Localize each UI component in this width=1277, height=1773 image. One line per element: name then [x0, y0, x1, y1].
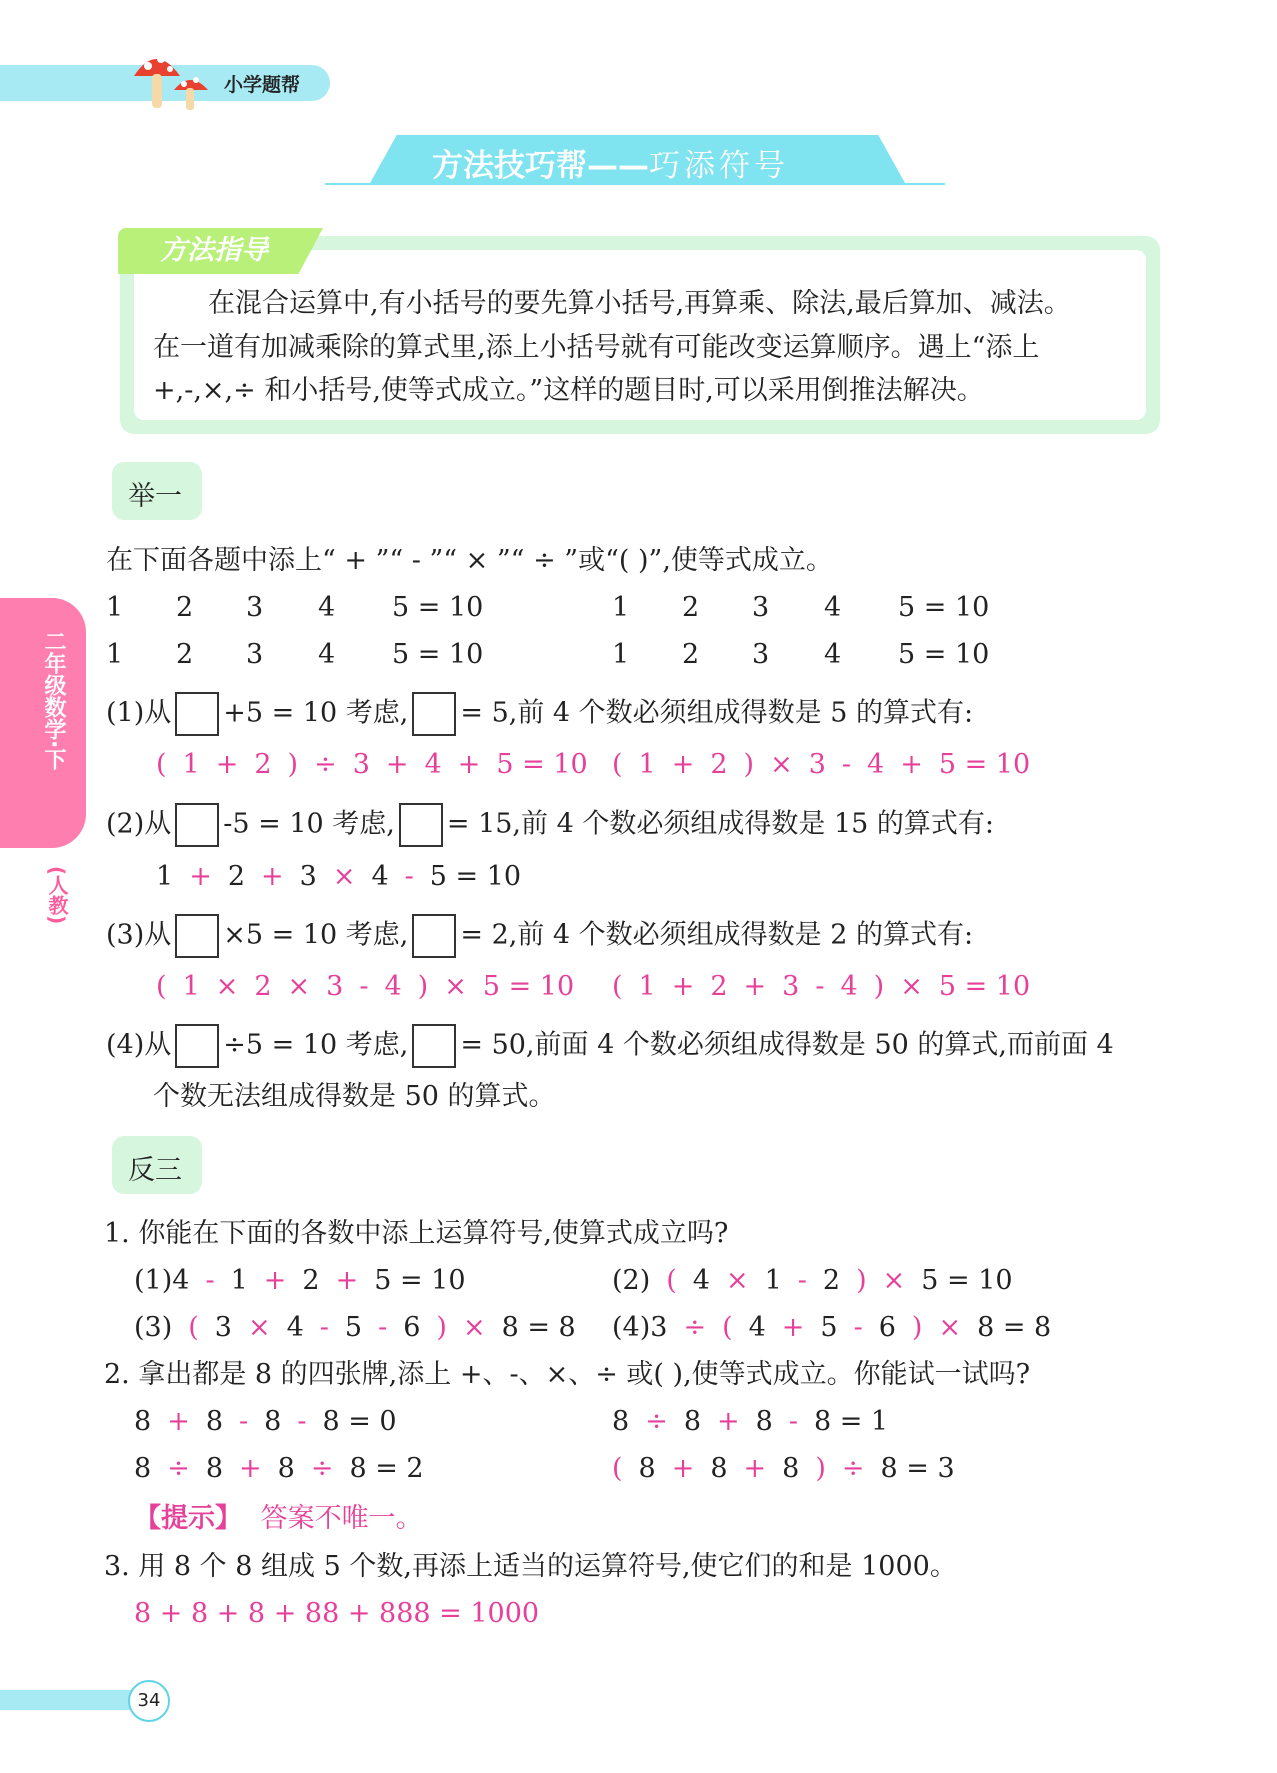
number-token: 6: [403, 1312, 421, 1343]
number-token: 2: [254, 749, 272, 780]
number-token: (4)3: [612, 1312, 668, 1343]
operator-token: -: [815, 971, 825, 1002]
operator-token: ): [417, 971, 429, 1002]
number-token: 8: [710, 1453, 728, 1484]
q2-row: [612, 1405, 904, 1439]
operator-token: +: [263, 1265, 287, 1296]
number-token: 8: [264, 1406, 282, 1437]
operator-token: +: [261, 861, 284, 892]
operator-token: ÷: [841, 1453, 865, 1484]
mushroom-icon: [128, 46, 218, 116]
number-token: 3: [326, 971, 344, 1002]
operator-token: ): [856, 1265, 867, 1296]
number-token: 4: [384, 971, 402, 1002]
operator-token: ÷: [683, 1312, 707, 1343]
operator-token: ×: [247, 1312, 271, 1343]
q1-row: [612, 1311, 1067, 1345]
operator-token: +: [239, 1453, 262, 1484]
title-main: 方法技巧帮: [432, 148, 587, 184]
q2-row: [612, 1452, 971, 1486]
operator-token: ×: [444, 971, 467, 1002]
operator-token: ×: [882, 1265, 906, 1296]
operator-token: (: [156, 971, 167, 1002]
number-token: 8: [638, 1453, 656, 1484]
operator-token: -: [797, 1265, 807, 1296]
operator-token: ×: [462, 1312, 486, 1343]
number-token: 1: [156, 861, 174, 892]
operator-token: ): [911, 1312, 923, 1343]
guide-line-3: +,-,×,÷ 和小括号,使等式成立。”这样的题目时,可以采用倒推法解决。: [153, 375, 984, 406]
number-token: 8: [205, 1406, 223, 1437]
operator-token: ): [815, 1453, 826, 1484]
operator-token: +: [743, 1453, 767, 1484]
operator-token: (: [188, 1312, 199, 1343]
number-token: 3: [782, 971, 800, 1002]
blank-box[interactable]: [175, 914, 219, 958]
number-token: 8 = 8: [977, 1312, 1052, 1343]
blank-box[interactable]: [175, 1024, 219, 1068]
operator-token: -: [319, 1312, 329, 1343]
number-token: 1: [638, 971, 656, 1002]
number-token: 5 = 10: [374, 1265, 466, 1296]
operator-token: +: [900, 749, 923, 780]
number-token: 6: [878, 1312, 896, 1343]
question-3: 3. 用 8 个 8 组成 5 个数,再添上适当的运算符号,使它们的和是 1000。: [104, 1551, 957, 1582]
number-token: 5 = 10: [921, 1265, 1013, 1296]
operator-token: -: [205, 1265, 215, 1296]
operator-token: -: [788, 1406, 798, 1437]
operator-token: -: [378, 1312, 388, 1343]
operator-token: +: [457, 749, 481, 780]
operator-token: (: [612, 749, 623, 780]
blank-box[interactable]: [399, 803, 443, 847]
operator-token: +: [717, 1406, 740, 1437]
operator-token: (: [722, 1312, 733, 1343]
title-dash: ——: [587, 148, 649, 184]
operator-token: (: [612, 971, 623, 1002]
number-token: 8: [134, 1406, 152, 1437]
q2-row: [134, 1405, 413, 1439]
number-token: 5: [820, 1312, 838, 1343]
guide-tag: 方法指导: [160, 235, 268, 266]
number-token: 3: [808, 749, 826, 780]
number-token: 2: [710, 971, 728, 1002]
operator-token: ×: [900, 971, 923, 1002]
operator-token: (: [666, 1265, 677, 1296]
operator-token: ×: [770, 749, 793, 780]
practice-tag: 反三: [112, 1136, 202, 1194]
operator-token: +: [335, 1265, 359, 1296]
operator-token: ×: [215, 971, 239, 1002]
number-token: 8 = 0: [322, 1406, 397, 1437]
answer-row: [156, 860, 537, 894]
operator-token: ): [743, 749, 755, 780]
operator-token: +: [671, 1453, 695, 1484]
number-token: (2): [612, 1265, 651, 1296]
number-token: 8: [683, 1406, 701, 1437]
number-token: 8 = 8: [501, 1312, 576, 1343]
number-token: 2: [254, 971, 272, 1002]
operator-token: ×: [332, 861, 356, 892]
q2-row: [134, 1452, 440, 1486]
number-token: 1: [764, 1265, 782, 1296]
operator-token: +: [385, 749, 409, 780]
number-token: 2: [822, 1265, 841, 1296]
number-token: 1: [638, 749, 656, 780]
operator-token: ×: [287, 971, 311, 1002]
answer-row: [156, 970, 590, 1004]
footer-band: [0, 1690, 140, 1710]
number-token: 4: [840, 971, 858, 1002]
number-token: 5 = 10: [496, 749, 588, 780]
part-3: (3)从 ×5 = 10 考虑, = 2,前 4 个数必须组成得数是 2 的算式有:: [106, 914, 973, 958]
number-token: 8: [205, 1453, 223, 1484]
number-token: 4: [748, 1312, 766, 1343]
operator-token: +: [671, 971, 695, 1002]
operator-token: +: [743, 971, 767, 1002]
operator-token: -: [841, 749, 852, 780]
number-token: 5 = 10: [482, 971, 575, 1002]
operator-token: ÷: [314, 749, 337, 780]
answer-row: [156, 748, 604, 782]
operator-token: -: [404, 861, 414, 892]
number-token: 1: [182, 971, 200, 1002]
number-token: 8: [782, 1453, 800, 1484]
hint-text: 答案不唯一。: [260, 1503, 423, 1534]
number-token: 8 = 2: [349, 1453, 424, 1484]
operator-token: ÷: [167, 1453, 190, 1484]
number-token: (3): [134, 1312, 173, 1343]
blank-box[interactable]: [412, 1024, 456, 1068]
number-token: 5 = 10: [938, 749, 1031, 780]
number-token: 8: [612, 1406, 630, 1437]
blank-box[interactable]: [412, 692, 456, 736]
number-token: 1: [230, 1265, 248, 1296]
number-token: 5 = 10: [938, 971, 1031, 1002]
operator-token: ÷: [645, 1406, 668, 1437]
operator-token: +: [167, 1406, 190, 1437]
number-token: 4: [371, 861, 389, 892]
question-2: 2. 拿出都是 8 的四张牌,添上 +、-、×、÷ 或( ),使等式成立。你能试一试吗?: [104, 1359, 1031, 1390]
number-token: 8 = 1: [813, 1406, 889, 1437]
number-token: 8: [755, 1406, 773, 1437]
number-token: (1)4: [134, 1265, 190, 1296]
operator-token: -: [297, 1406, 307, 1437]
blank-box[interactable]: [175, 803, 219, 847]
blank-box[interactable]: [175, 692, 219, 736]
page-number: 34: [128, 1680, 170, 1722]
operator-token: +: [781, 1312, 805, 1343]
operator-token: ×: [938, 1312, 962, 1343]
part-2: (2)从 -5 = 10 考虑, = 15,前 4 个数必须组成得数是 15 的算式有:: [106, 803, 994, 847]
operator-token: -: [853, 1312, 863, 1343]
operator-token: ): [287, 749, 299, 780]
number-token: 5: [344, 1312, 363, 1343]
number-token: 8 = 3: [880, 1453, 955, 1484]
page-title: [432, 140, 789, 185]
operator-token: ÷: [310, 1453, 334, 1484]
blank-box[interactable]: [412, 914, 456, 958]
number-token: 3: [214, 1312, 232, 1343]
operator-token: ): [873, 971, 885, 1002]
operator-token: ×: [725, 1265, 749, 1296]
answer-row: [612, 748, 1046, 782]
number-token: 3: [352, 749, 370, 780]
operator-token: +: [189, 861, 212, 892]
guide-line-1: 在混合运算中,有小括号的要先算小括号,再算乘、除法,最后算加、减法。: [208, 288, 1071, 319]
operator-token: -: [239, 1406, 249, 1437]
q3-answer: 8 + 8 + 8 + 88 + 888 = 1000: [134, 1598, 540, 1629]
number-token: 4: [286, 1312, 304, 1343]
number-token: 5 = 10: [429, 861, 522, 892]
brand-label: 小学题帮: [224, 74, 301, 96]
q1-row: [134, 1264, 482, 1298]
hint-label: 【提示】: [134, 1503, 242, 1534]
q1-row: [134, 1311, 592, 1345]
number-token: 2: [710, 749, 728, 780]
number-token: 2: [227, 861, 245, 892]
example-tag: 举一: [112, 462, 202, 520]
operator-token: -: [359, 971, 369, 1002]
number-token: 2: [302, 1265, 320, 1296]
number-token: 4: [424, 749, 442, 780]
side-tab-edition: (人教): [45, 866, 69, 925]
title-sub: 巧添符号: [649, 148, 789, 184]
example-prompt: 在下面各题中添上“ + ”“ - ”“ × ”“ ÷ ”或“( )”,使等式成立。: [106, 545, 833, 576]
number-token: 4: [867, 749, 885, 780]
number-token: 8: [277, 1453, 295, 1484]
operator-token: ): [436, 1312, 447, 1343]
operator-token: +: [671, 749, 695, 780]
q1-row: [612, 1264, 1029, 1298]
side-tab-grade: 二年级数学·下: [41, 630, 66, 771]
question-1: 1. 你能在下面的各数中添上运算符号,使算式成立吗?: [104, 1218, 729, 1249]
number-token: 8: [134, 1453, 152, 1484]
part-4: (4)从 ÷5 = 10 考虑, = 50,前面 4 个数必须组成得数是 50 的算式,而前面 4: [106, 1024, 1114, 1068]
part-4-note: 个数无法组成得数是 50 的算式。: [153, 1081, 556, 1112]
operator-token: (: [612, 1453, 623, 1484]
operator-token: +: [215, 749, 239, 780]
number-token: 4: [692, 1265, 710, 1296]
number-token: 1: [182, 749, 200, 780]
answer-row: [612, 970, 1046, 1004]
guide-line-2: 在一道有加减乘除的算式里,添上小括号就有可能改变运算顺序。遇上“添上: [153, 332, 1040, 363]
part-1: (1)从 +5 = 10 考虑, = 5,前 4 个数必须组成得数是 5 的算式有:: [106, 692, 973, 736]
number-token: 3: [299, 861, 317, 892]
hint: [134, 1502, 423, 1536]
operator-token: (: [156, 749, 167, 780]
